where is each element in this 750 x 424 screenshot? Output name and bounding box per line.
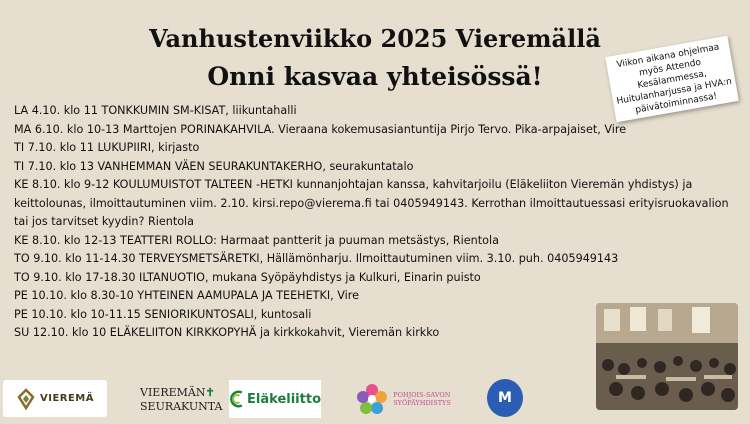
hva-logo-icon: M bbox=[498, 390, 512, 406]
event-item: LA 4.10. klo 11 TONKKUMIN SM-KISAT, liikuntahalli bbox=[14, 104, 297, 117]
event-item: KE 8.10. klo 9-12 KOULUMUISTOT TALTEEN -HETKI kunnanjohtajan kanssa, kahvitarjoilu (Eläkeliiton Vieremän yhdistys) ja keittolounas, ilmoittautuminen viim. 2.10. kirsi.repo@vierema.fi tai 0405949143. Kerrothan ilmoittautuessasi erityisruokavalion tai jos tarvitset kyydin? Rientola bbox=[14, 178, 729, 228]
vierema-logo bbox=[3, 380, 107, 417]
event-item: SU 12.10. klo 10 ELÄKELIITON KIRKKOPYHÄ ja kirkkokahvit, Vieremän kirkko bbox=[14, 326, 440, 339]
event-item: KE 8.10. klo 12-13 TEATTERI ROLLO: Harmaat pantterit ja puuman metsästys, Rientola bbox=[14, 233, 499, 247]
event-item: TO 9.10. klo 17-18.30 ILTANUOTIO, mukana Syöpäyhdistys ja Kulkuri, Einarin puisto bbox=[14, 270, 481, 284]
seurakunta-logo bbox=[140, 383, 222, 417]
subheadline: Onni kasvaa yhteisössä! bbox=[207, 62, 543, 91]
event-item: PE 10.10. klo 8.30-10 YHTEINEN AAMUPALA JA TEEHETKI, Vire bbox=[14, 289, 359, 302]
event-item: TO 9.10. klo 11-14.30 TERVEYSMETSÄRETKI, Hällämönharju. Ilmoittautuminen viim. 3.10. puh. 0405949143 bbox=[14, 252, 619, 265]
syopayhdistys-logo bbox=[344, 379, 462, 419]
hva-logo bbox=[487, 379, 523, 417]
cross-icon: ✝ bbox=[205, 386, 215, 399]
syopayhdistys-logo-text: POHJOIS-SAVON SYÖPÄYHDISTYS bbox=[393, 391, 451, 407]
headline: Vanhustenviikko 2025 Vieremällä bbox=[149, 24, 601, 53]
elakeliitto-logo-icon bbox=[229, 387, 245, 411]
event-item: MA 6.10. klo 10-13 Marttojen PORINAKAHVILA. Vieraana kokemusasiantuntija Pirjo Tervo. Pika-arpajaiset, Vire bbox=[14, 122, 627, 136]
event-item: TI 7.10. klo 13 VANHEMMAN VÄEN SEURAKUNTAKERHO, seurakuntatalo bbox=[14, 159, 414, 173]
event-hall-photo-image bbox=[596, 303, 738, 410]
vierema-logo-icon bbox=[16, 388, 36, 410]
elakeliitto-logo-text: Eläkeliitto bbox=[247, 391, 321, 407]
elakeliitto-logo bbox=[229, 380, 321, 418]
program-note: Viikon aikana ohjelmaa myös Attendo Kesälammessa, Huitulanharjussa ja HVA:n päivätoiminnassa! bbox=[605, 36, 739, 123]
seurakunta-logo-line2: SEURAKUNTA bbox=[140, 400, 223, 413]
vierema-logo-text: VIEREMÄ bbox=[39, 393, 94, 404]
event-item: PE 10.10. klo 10-11.15 SENIORIKUNTOSALI, kuntosali bbox=[14, 307, 312, 321]
seurakunta-logo-line1: VIEREMÄN✝ bbox=[140, 386, 215, 399]
event-item: TI 7.10. klo 11 LUKUPIIRI, kirjasto bbox=[14, 141, 200, 154]
syopayhdistys-logo-icon bbox=[355, 382, 389, 416]
event-hall-photo bbox=[596, 303, 738, 410]
